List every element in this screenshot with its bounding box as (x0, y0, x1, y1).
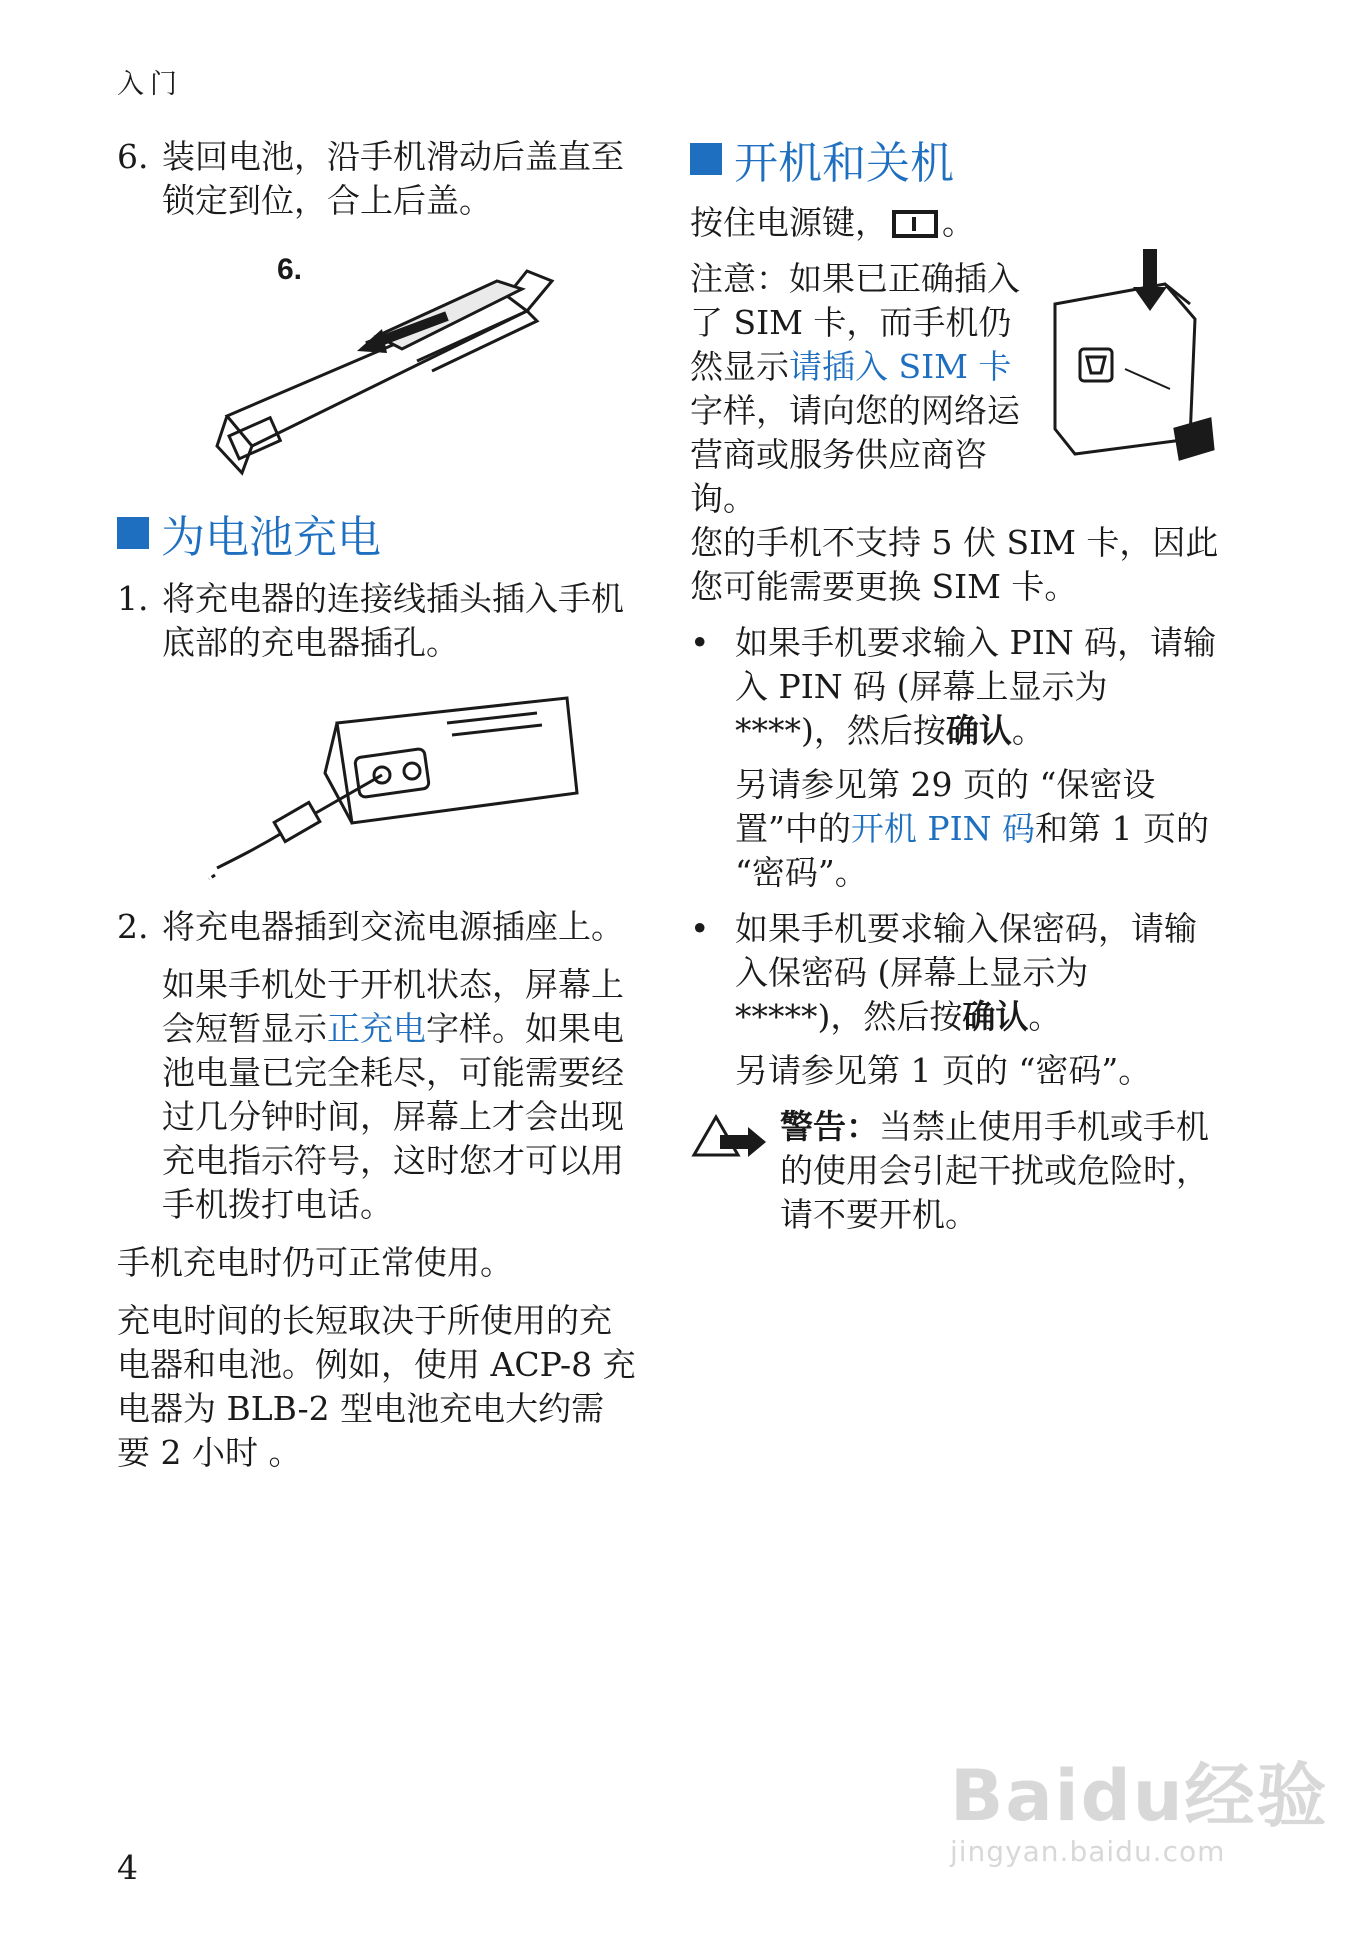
heading-bullet-square (117, 517, 149, 549)
bullet-text (735, 621, 1220, 753)
bullet-dot: • (690, 909, 710, 948)
see-text-post: 和第 1 页的 “密码”。 (735, 809, 1209, 892)
step-number: 1. (117, 579, 149, 618)
watermark-brand: Baidu经验 (950, 1755, 1329, 1837)
phone-back-drawing (217, 271, 552, 473)
power-on-off-heading (690, 129, 1220, 189)
security-see-also (690, 1049, 1220, 1093)
heading-text: 开机和关机 (734, 138, 954, 189)
pin-see-also (690, 763, 1220, 895)
press-text-end: 。 (942, 203, 975, 242)
section-header: 入门 (117, 69, 183, 100)
use-while-charging-text: 手机充电时仍可正常使用。 (117, 1243, 513, 1282)
warning-text (780, 1105, 1220, 1237)
step-number: 6. (117, 137, 149, 176)
charger-cable-drawing (209, 775, 382, 879)
bullet-text-pre: 如果手机要求输入保密码，请输入保密码 (屏幕上显示为 *****)，然后按 (735, 909, 1197, 1036)
step-6 (117, 135, 637, 223)
sim-note-block (690, 257, 1220, 521)
sim-5v-text: 您的手机不支持 5 伏 SIM 卡，因此您可能需要更换 SIM 卡。 (690, 523, 1219, 606)
note-text: 注意：如果已正确插入了 SIM 卡，而手机仍然显示 (690, 259, 1020, 386)
charging-link[interactable]: 正充电 (327, 1009, 426, 1048)
charge-battery-heading (117, 503, 637, 563)
phone-bottom-drawing (325, 698, 577, 823)
page-number: 4 (117, 1848, 138, 1887)
confirm-label: 确认 (945, 711, 1012, 750)
baidu-watermark (950, 1740, 1329, 1868)
right-column (690, 135, 1220, 1237)
figure-label: 6. (277, 253, 303, 286)
step-text: 将充电器插到交流电源插座上。 (162, 907, 624, 946)
confirm-label: 确认 (962, 997, 1029, 1036)
charging-time-text: 充电时间的长短取决于所使用的充电器和电池。例如，使用 ACP-8 充电器为 BLB-2 型电池充电大约需要 2 小时 。 (117, 1301, 636, 1472)
note-text: 如果手机处于开机状态，屏幕上会短暂显示 (162, 965, 624, 1048)
see-text: 另请参见第 29 页的 “保密设置”中的 (735, 765, 1156, 848)
bullet-dot: • (690, 623, 710, 662)
left-column (117, 135, 637, 1475)
step-1 (117, 577, 637, 665)
pin-bullet (690, 621, 1220, 753)
heading-bullet-square (690, 143, 722, 175)
phone-top-drawing (1055, 284, 1213, 459)
bullet-text-post: 。 (1011, 711, 1045, 750)
charger-plug-illustration (207, 693, 587, 883)
warning-label: 警告： (780, 1107, 879, 1146)
see-text: 另请参见第 1 页的 “密码”。 (735, 1051, 1152, 1090)
power-key-icon (892, 210, 938, 238)
warning-body: 当禁止使用手机或手机的使用会引起干扰或危险时，请不要开机。 (780, 1107, 1209, 1234)
security-code-bullet (690, 907, 1220, 1039)
charging-note (117, 963, 637, 1227)
warning-icon (690, 1105, 780, 1237)
note-text-cont: 字样。如果电池电量已完全耗尽，可能需要经过几分钟时间，屏幕上才会出现充电指示符号，这时您才可以用手机拨打电话。 (162, 1009, 624, 1224)
bullet-text (735, 907, 1220, 1039)
step-number: 2. (117, 907, 149, 946)
power-on-pin-link[interactable]: 开机 PIN 码 (850, 809, 1035, 848)
watermark-url: jingyan.baidu.com (950, 1835, 1226, 1868)
press-text: 按住电源键， (690, 203, 888, 242)
press-power-key (690, 201, 1220, 245)
insert-sim-link[interactable]: 请插入 SIM 卡 (789, 347, 1012, 386)
step-text: 将充电器的连接线插头插入手机底部的充电器插孔。 (162, 579, 624, 662)
note-text-cont: 字样，请向您的网络运营商或服务供应商咨询。 (690, 391, 1020, 518)
power-key-illustration (1045, 249, 1220, 464)
heading-text: 为电池充电 (161, 512, 381, 563)
warning-block (690, 1105, 1220, 1237)
bullet-text-pre: 如果手机要求输入 PIN 码，请输入 PIN 码 (屏幕上显示为 ****)，然后按 (735, 623, 1217, 750)
step-2 (117, 905, 637, 949)
bullet-text-post: 。 (1028, 997, 1062, 1036)
sim-note (690, 257, 1020, 521)
battery-cover-illustration (197, 241, 617, 481)
step-text: 装回电池，沿手机滑动后盖直至锁定到位，合上后盖。 (162, 137, 624, 220)
